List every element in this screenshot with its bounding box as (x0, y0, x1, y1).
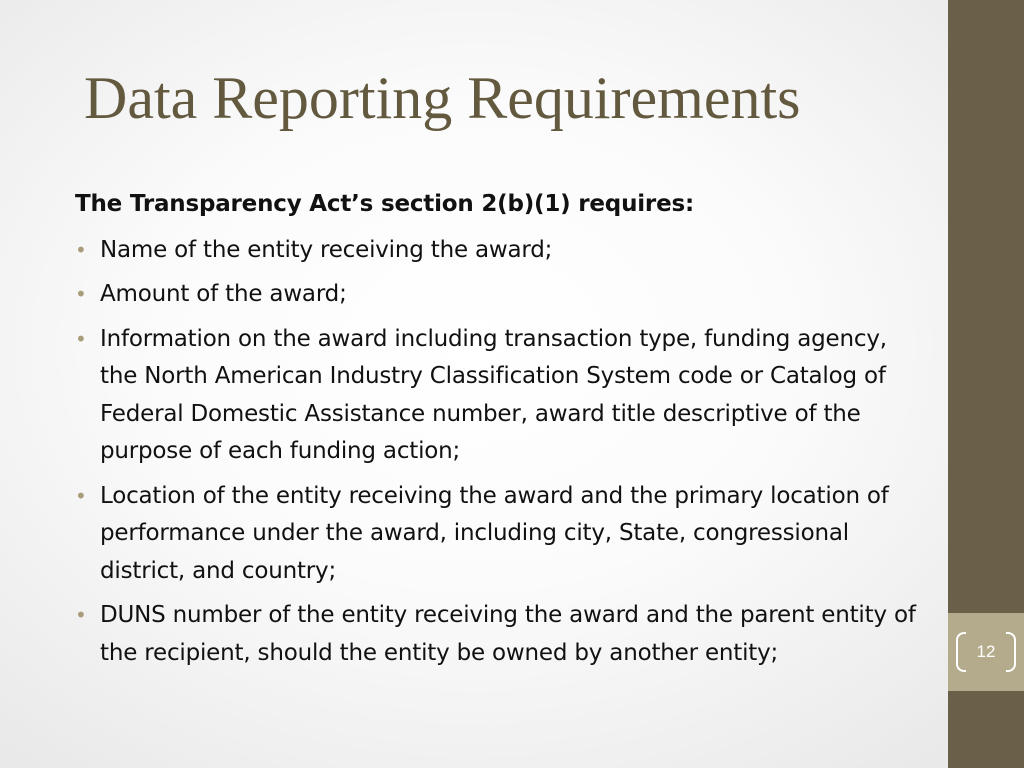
list-item (75, 597, 925, 672)
list-item (75, 276, 925, 314)
list-item (75, 232, 925, 270)
bullet-text: Location of the entity receiving the award and the primary location of performance under the award, including city, State, congressional district, and country; (100, 482, 889, 584)
bullet-text: Information on the award including transaction type, funding agency, the North American Industry Classification System code or Catalog of Federal Domestic Assistance number, award title descriptive of the purpose of each funding action; (100, 325, 887, 464)
bullet-dot-icon: • (75, 603, 87, 627)
bullet-dot-icon: • (75, 237, 87, 262)
bullet-text: DUNS number of the entity receiving the award and the parent entity of the recipient, should the entity be owned by another entity; (100, 602, 916, 666)
bullet-list (75, 232, 925, 673)
bullet-dot-icon: • (75, 326, 87, 351)
lead-text: The Transparency Act’s section 2(b)(1) requires: (75, 191, 694, 217)
slide-title: Data Reporting Requirements (84, 65, 801, 131)
bullet-dot-icon: • (75, 282, 87, 306)
list-item (75, 478, 925, 591)
list-item (75, 321, 925, 471)
bullet-dot-icon: • (75, 483, 87, 508)
bullet-text: Name of the entity receiving the award; (100, 236, 553, 263)
slide-body (75, 186, 925, 679)
bullet-text: Amount of the award; (100, 281, 347, 307)
right-bracket-icon (1006, 632, 1016, 672)
page-number: 12 (976, 642, 996, 661)
page-number-badge (948, 613, 1024, 691)
